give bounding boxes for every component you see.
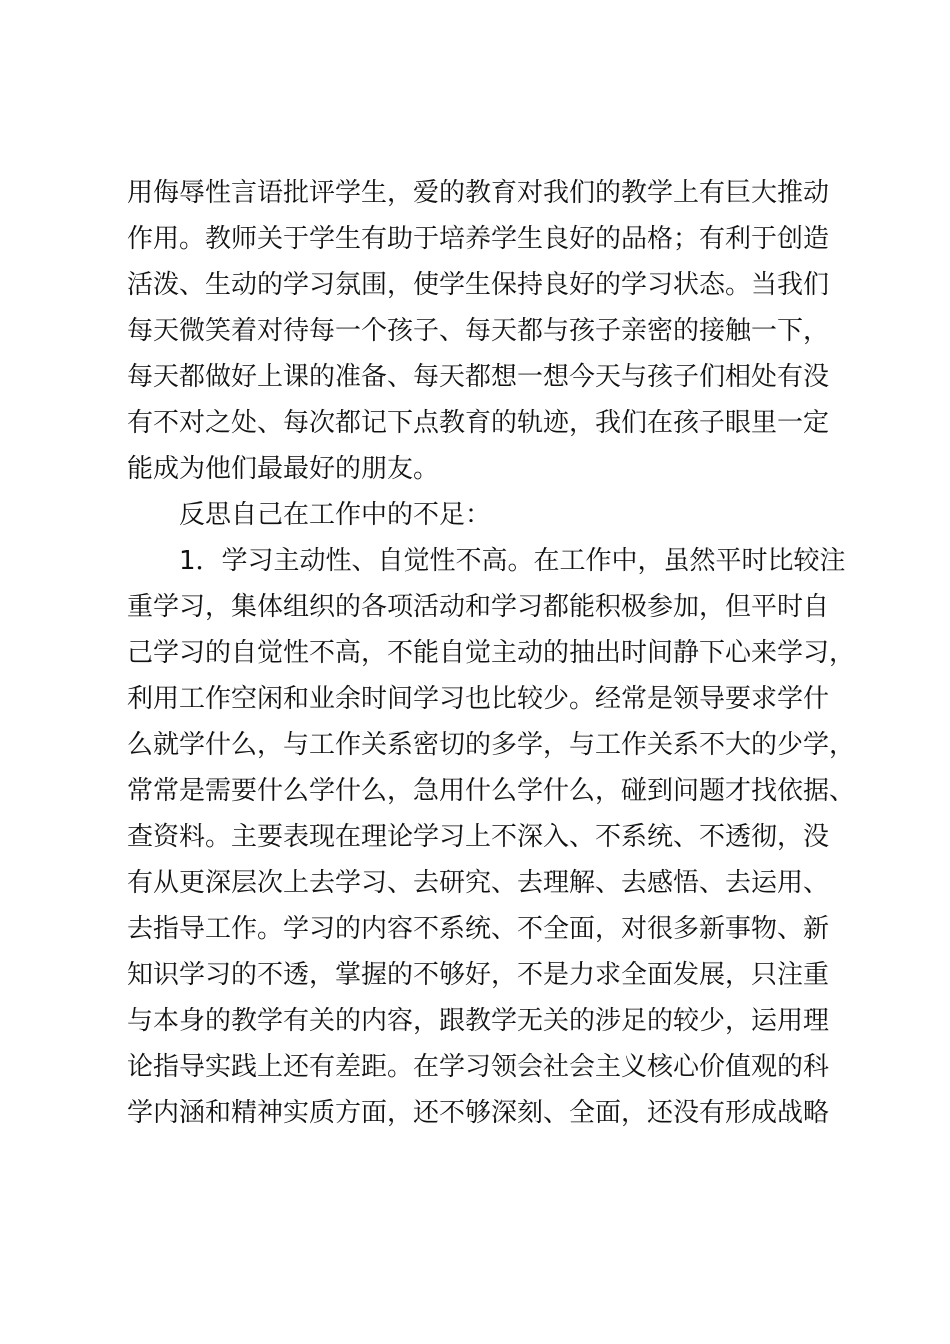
section-heading: 反思自己在工作中的不足：	[179, 500, 492, 530]
text-line: 学内涵和精神实质方面，还不够深刻、全面，还没有形成战略	[127, 1098, 830, 1128]
text-line: 与本身的教学有关的内容，跟教学无关的涉足的较少，运用理	[127, 1006, 830, 1036]
text-line: 常常是需要什么学什么，急用什么学什么，碰到问题才找依据、	[127, 776, 856, 806]
text-line: 作用。教师关于学生有助于培养学生良好的品格；有利于创造	[127, 224, 830, 254]
text-line: 有不对之处、每次都记下点教育的轨迹，我们在孩子眼里一定	[127, 408, 830, 438]
text-line: 能成为他们最最好的朋友。	[127, 454, 440, 484]
text-line: 用侮辱性言语批评学生，爱的教育对我们的教学上有巨大推动	[127, 178, 830, 208]
list-item-heading: 1．学习主动性、自觉性不高。在工作中，虽然平时比较注	[179, 546, 846, 576]
text-line: 去指导工作。学习的内容不系统、不全面，对很多新事物、新	[127, 914, 830, 944]
text-line: 重学习，集体组织的各项活动和学习都能积极参加，但平时自	[127, 592, 830, 622]
text-line: 查资料。主要表现在理论学习上不深入、不系统、不透彻，没	[127, 822, 830, 852]
text-line: 论指导实践上还有差距。在学习领会社会主义核心价值观的科	[127, 1052, 830, 1082]
text-line: 知识学习的不透，掌握的不够好，不是力求全面发展，只注重	[127, 960, 830, 990]
text-line: 己学习的自觉性不高，不能自觉主动的抽出时间静下心来学习，	[127, 638, 856, 668]
document-body	[127, 170, 856, 1136]
text-line: 么就学什么，与工作关系密切的多学，与工作关系不大的少学，	[127, 730, 856, 760]
text-line: 利用工作空闲和业余时间学习也比较少。经常是领导要求学什	[127, 684, 830, 714]
text-line: 每天微笑着对待每一个孩子、每天都与孩子亲密的接触一下，	[127, 316, 830, 346]
text-line: 有从更深层次上去学习、去研究、去理解、去感悟、去运用、	[127, 868, 830, 898]
text-line: 活泼、生动的学习氛围，使学生保持良好的学习状态。当我们	[127, 270, 830, 300]
text-line: 每天都做好上课的准备、每天都想一想今天与孩子们相处有没	[127, 362, 830, 392]
